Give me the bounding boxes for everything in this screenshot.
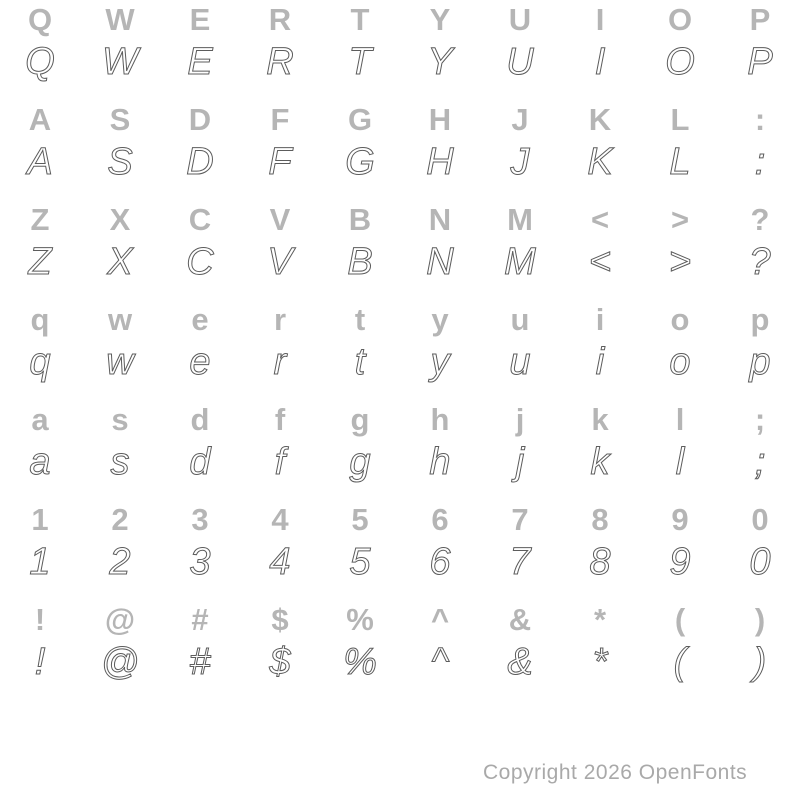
glyph: 8 bbox=[589, 541, 611, 583]
glyph: T bbox=[350, 2, 370, 37]
glyph: 8 bbox=[591, 502, 609, 537]
glyph: h bbox=[429, 441, 451, 483]
glyph: d bbox=[189, 441, 211, 483]
glyph: : bbox=[754, 102, 766, 137]
glyph: g bbox=[350, 402, 370, 437]
glyph: 7 bbox=[509, 541, 531, 583]
glyph: F bbox=[270, 102, 290, 137]
glyph: 6 bbox=[429, 541, 451, 583]
glyph: L bbox=[670, 102, 690, 137]
glyph: K bbox=[588, 102, 612, 137]
glyph: f bbox=[274, 441, 286, 483]
glyph-row-outline-2 bbox=[0, 143, 800, 181]
glyph: 0 bbox=[751, 502, 769, 537]
glyph-row-solid-7 bbox=[0, 604, 800, 635]
glyph: e bbox=[191, 302, 209, 337]
glyph: W bbox=[105, 2, 135, 37]
glyph: T bbox=[348, 41, 372, 83]
glyph-row-solid-2 bbox=[0, 104, 800, 135]
glyph: C bbox=[188, 202, 212, 237]
glyph: o bbox=[670, 302, 690, 337]
glyph: ( bbox=[673, 641, 687, 683]
glyph: F bbox=[268, 141, 292, 183]
glyph: s bbox=[111, 402, 129, 437]
glyph: V bbox=[269, 202, 291, 237]
glyph-row-outline-7 bbox=[0, 643, 800, 681]
glyph: 9 bbox=[669, 541, 691, 583]
glyph-row-outline-1 bbox=[0, 43, 800, 81]
glyph: 2 bbox=[111, 502, 129, 537]
glyph: 3 bbox=[191, 502, 209, 537]
glyph: D bbox=[186, 141, 214, 183]
glyph: 1 bbox=[31, 502, 49, 537]
glyph: 6 bbox=[431, 502, 449, 537]
glyph: : bbox=[754, 141, 766, 183]
glyph: M bbox=[504, 241, 536, 283]
glyph: % bbox=[343, 641, 377, 683]
glyph: W bbox=[102, 41, 138, 83]
glyph: 3 bbox=[189, 541, 211, 583]
glyph: P bbox=[749, 2, 771, 37]
glyph: 5 bbox=[349, 541, 371, 583]
glyph: ? bbox=[750, 202, 770, 237]
glyph: ; bbox=[754, 402, 766, 437]
glyph: Z bbox=[30, 202, 50, 237]
glyph: q bbox=[29, 341, 51, 383]
glyph: > bbox=[668, 241, 692, 283]
glyph: @ bbox=[100, 641, 140, 683]
glyph: 1 bbox=[29, 541, 51, 583]
glyph: j bbox=[515, 402, 525, 437]
glyph: S bbox=[109, 102, 131, 137]
glyph-row-solid-6 bbox=[0, 504, 800, 535]
glyph: e bbox=[189, 341, 211, 383]
glyph: < bbox=[590, 202, 610, 237]
glyph: u bbox=[510, 302, 530, 337]
glyph: a bbox=[29, 441, 51, 483]
glyph: $ bbox=[269, 641, 291, 683]
glyph: p bbox=[750, 302, 770, 337]
glyph-row-solid-4 bbox=[0, 304, 800, 335]
glyph: * bbox=[593, 602, 607, 637]
glyph: C bbox=[186, 241, 214, 283]
glyph: # bbox=[189, 641, 211, 683]
glyph: * bbox=[592, 641, 608, 683]
glyph: D bbox=[188, 102, 212, 137]
glyph: E bbox=[189, 2, 211, 37]
glyph: i bbox=[595, 341, 605, 383]
glyph: ^ bbox=[431, 641, 449, 683]
glyph: 4 bbox=[271, 502, 289, 537]
glyph: ^ bbox=[430, 602, 450, 637]
glyph-row-solid-3 bbox=[0, 204, 800, 235]
glyph: u bbox=[509, 341, 531, 383]
glyph: & bbox=[508, 602, 532, 637]
glyph: K bbox=[587, 141, 613, 183]
glyph: U bbox=[508, 2, 532, 37]
glyph: ! bbox=[34, 602, 46, 637]
glyph: k bbox=[590, 441, 610, 483]
glyph: % bbox=[346, 602, 374, 637]
glyph: 0 bbox=[749, 541, 771, 583]
glyph: V bbox=[267, 241, 293, 283]
glyph: j bbox=[515, 441, 525, 483]
glyph: X bbox=[109, 202, 131, 237]
glyph: d bbox=[190, 402, 210, 437]
glyph: Y bbox=[429, 2, 451, 37]
glyph: M bbox=[507, 202, 533, 237]
glyph: 7 bbox=[511, 502, 529, 537]
glyph: G bbox=[347, 102, 373, 137]
glyph: L bbox=[669, 141, 691, 183]
glyph: R bbox=[266, 41, 294, 83]
glyph: @ bbox=[104, 602, 136, 637]
glyph: O bbox=[667, 2, 693, 37]
glyph: Y bbox=[427, 41, 453, 83]
glyph: O bbox=[665, 41, 695, 83]
glyph-row-outline-5 bbox=[0, 443, 800, 481]
glyph: y bbox=[430, 341, 450, 383]
glyph: 4 bbox=[269, 541, 291, 583]
glyph: a bbox=[31, 402, 49, 437]
glyph: f bbox=[274, 402, 286, 437]
glyph: I bbox=[594, 41, 606, 83]
glyph: ! bbox=[34, 641, 46, 683]
glyph: 2 bbox=[109, 541, 131, 583]
glyph: E bbox=[187, 41, 213, 83]
glyph: J bbox=[511, 102, 529, 137]
glyph: Q bbox=[25, 41, 55, 83]
glyph: ? bbox=[749, 241, 771, 283]
glyph: 9 bbox=[671, 502, 689, 537]
glyph: ( bbox=[674, 602, 686, 637]
glyph-row-solid-1 bbox=[0, 4, 800, 35]
glyph: o bbox=[669, 341, 691, 383]
glyph: w bbox=[106, 341, 134, 383]
glyph: Z bbox=[28, 241, 52, 283]
glyph: & bbox=[507, 641, 533, 683]
glyph: l bbox=[675, 402, 685, 437]
glyph: p bbox=[749, 341, 771, 383]
glyph: < bbox=[588, 241, 612, 283]
glyph: # bbox=[191, 602, 209, 637]
glyph: g bbox=[349, 441, 371, 483]
glyph: U bbox=[506, 41, 534, 83]
glyph: J bbox=[510, 141, 530, 183]
glyph: A bbox=[27, 141, 53, 183]
glyph: B bbox=[348, 202, 372, 237]
glyph: s bbox=[110, 441, 130, 483]
glyph: I bbox=[595, 2, 605, 37]
glyph: t bbox=[354, 302, 366, 337]
glyph: Q bbox=[27, 2, 53, 37]
glyph: y bbox=[431, 302, 449, 337]
glyph: H bbox=[426, 141, 454, 183]
glyph: l bbox=[675, 441, 685, 483]
glyph: ) bbox=[754, 602, 766, 637]
glyph: t bbox=[354, 341, 366, 383]
glyph: $ bbox=[271, 602, 289, 637]
glyph: P bbox=[747, 41, 773, 83]
glyph: B bbox=[347, 241, 373, 283]
glyph-row-outline-3 bbox=[0, 243, 800, 281]
glyph-row-solid-5 bbox=[0, 404, 800, 435]
glyph: N bbox=[428, 202, 452, 237]
glyph: G bbox=[345, 141, 375, 183]
glyph-row-outline-4 bbox=[0, 343, 800, 381]
glyph: R bbox=[268, 2, 292, 37]
glyph-row-outline-6 bbox=[0, 543, 800, 581]
copyright-text: Copyright 2026 OpenFonts bbox=[483, 761, 748, 784]
glyph: X bbox=[107, 241, 133, 283]
glyph: ) bbox=[753, 641, 767, 683]
glyph: w bbox=[107, 302, 133, 337]
glyph: ; bbox=[754, 441, 766, 483]
glyph: r bbox=[273, 341, 287, 383]
glyph: i bbox=[595, 302, 605, 337]
glyph: q bbox=[30, 302, 50, 337]
glyph: h bbox=[430, 402, 450, 437]
glyph: A bbox=[28, 102, 52, 137]
glyph: H bbox=[428, 102, 452, 137]
glyph: r bbox=[273, 302, 287, 337]
glyph: > bbox=[670, 202, 690, 237]
glyph: S bbox=[107, 141, 133, 183]
glyph: k bbox=[591, 402, 609, 437]
glyph: N bbox=[426, 241, 454, 283]
glyph: 5 bbox=[351, 502, 369, 537]
